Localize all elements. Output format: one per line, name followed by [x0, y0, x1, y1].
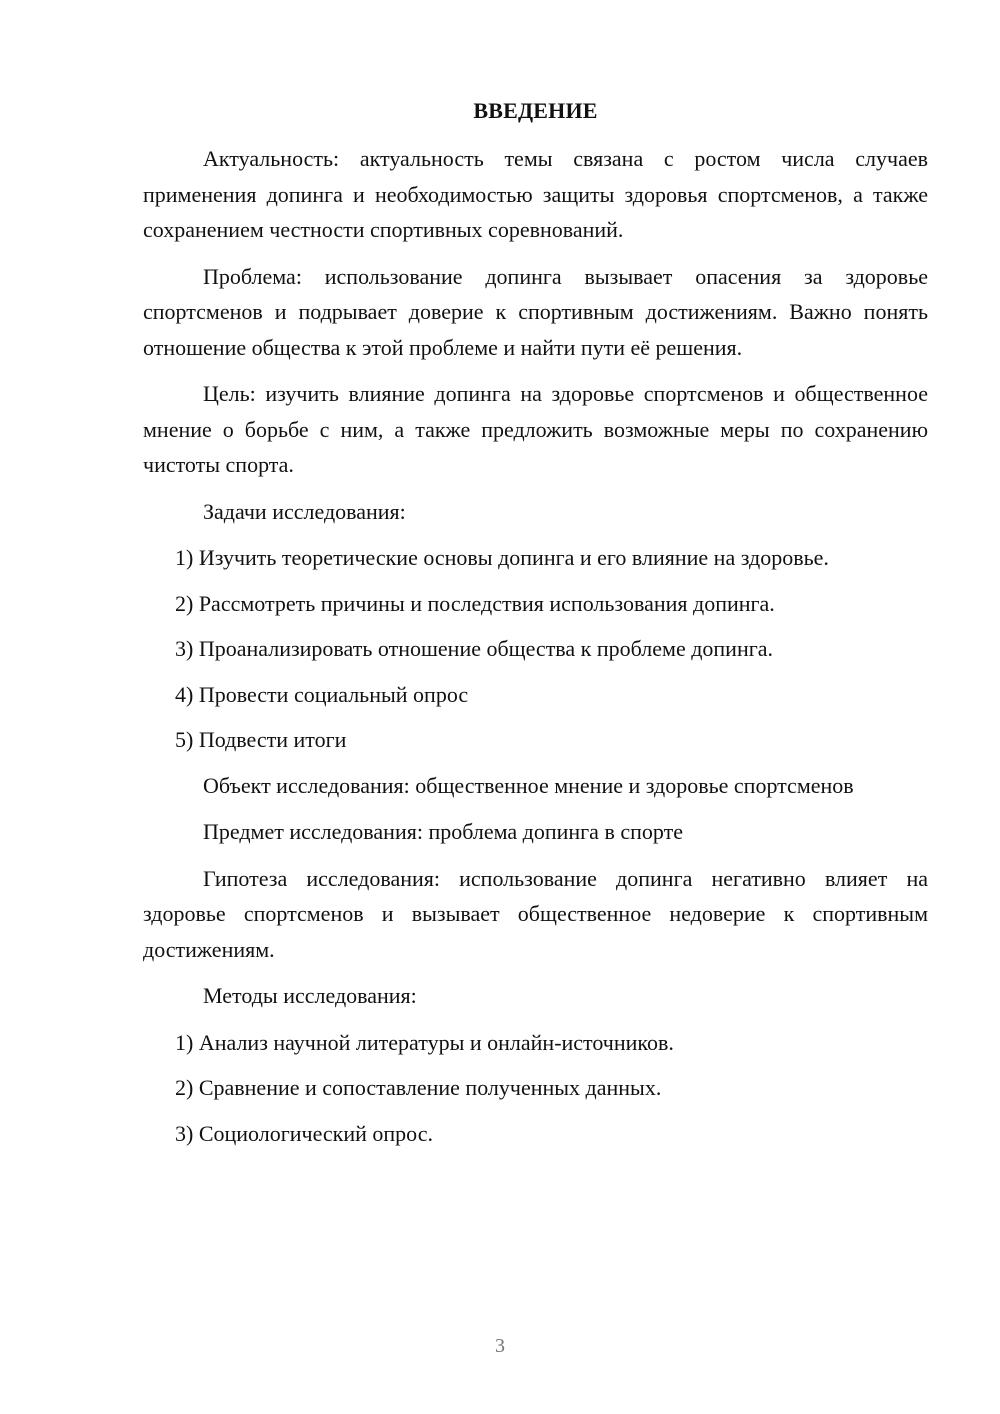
tasks-title: Задачи исследования: [203, 498, 406, 524]
list-item: 2) Рассмотреть причины и последствия использования допинга. [175, 590, 775, 616]
methods-title: Методы исследования: [203, 983, 417, 1008]
page-content [143, 96, 928, 1161]
hypothesis-paragraph: Гипотеза исследования: использование допинга негативно влияет на здоровье спортсменов и вызывает общественное недоверие к спортивным достижениям. [143, 865, 928, 962]
subject-paragraph: Предмет исследования: проблема допинга в спорте [203, 819, 683, 844]
list-item: 1) Изучить теоретические основы допинга и его влияние на здоровье. [175, 545, 829, 570]
list-item: 4) Провести социальный опрос [175, 681, 469, 707]
list-item: 2) Сравнение и сопоставление полученных данных. [175, 1075, 662, 1100]
list-item: 3) Проанализировать отношение общества к проблеме допинга. [175, 636, 774, 661]
list-item: 3) Социологический опрос. [175, 1120, 433, 1146]
list-item: 5) Подвести итоги [175, 727, 347, 752]
problem-paragraph: Проблема: использование допинга вызывает опасения за здоровье спортсменов и подрывает доверие к спортивным достижениям. Важно понять отношение общества к этой проблеме и найти пути её решения. [143, 263, 928, 360]
tasks-list [143, 540, 928, 758]
goal-paragraph: Цель: изучить влияние допинга на здоровье спортсменов и общественное мнение о борьбе с ним, а также предложить возможные меры по сохранению чистоты спорта. [143, 381, 928, 477]
relevance-paragraph: Актуальность: актуальность темы связана с ростом числа случаев применения допинга и необходимостью защиты здоровья спортсменов, а также сохранением честности спортивных соревнований. [143, 146, 928, 242]
object-paragraph: Объект исследования: общественное мнение и здоровье спортсменов [203, 772, 854, 798]
methods-list [143, 1025, 928, 1152]
section-heading: ВВЕДЕНИЕ [473, 98, 598, 123]
page-number: 3 [495, 1335, 505, 1357]
list-item: 1) Анализ научной литературы и онлайн-источников. [175, 1029, 674, 1055]
